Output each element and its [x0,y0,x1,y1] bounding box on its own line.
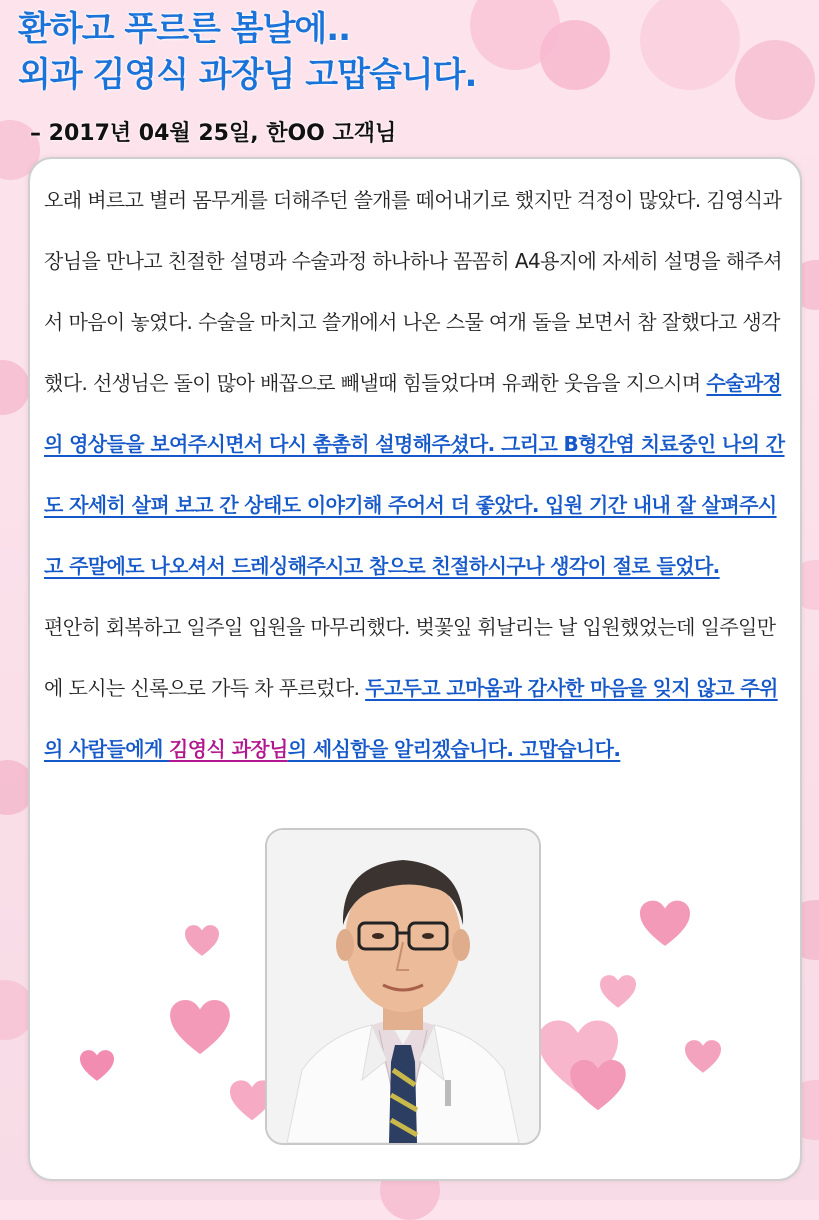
subtitle-date-author: – 2017년 04월 25일, 한OO 고객님 [30,121,397,146]
doctor-name-highlight: 김영식 과장님 [169,737,288,761]
heart-icon [80,1050,114,1082]
heart-icon [570,1060,626,1112]
heart-icon [170,1000,230,1056]
paragraph-2-underlined-text-a: 두고두고 고마움과 감사한 마음을 잊지 않고 주위의 사람들에게 [44,676,778,761]
paragraph-1-underlined-text: 수술과정의 영상들을 보여주시면서 다시 촘촘히 설명해주셨다. 그리고 B형간염 치료중인 나의 간도 자세히 살펴 보고 간 상태도 이야기해 주어서 더 좋았다. 입원 기간 내내 잘 살펴주시고 주말에도 나오셔서 드레싱해주시고 참으로 친절하시구나 생각이 절로 들었다. [44,371,785,578]
doctor-photo-illustration [267,830,539,1143]
heart-icon [185,925,219,957]
doctor-portrait [265,828,541,1145]
letter-body [44,170,789,780]
paragraph-2-underlined-text-b: 의 세심함을 알리겠습니다. 고맙습니다. [287,737,621,761]
paragraph-2 [44,597,789,780]
paragraph-1 [44,170,789,597]
title [18,6,476,98]
title-line-1: 환하고 푸르른 봄날에.. [18,9,351,49]
paragraph-2-text: 편안히 회복하고 일주일 입원을 마무리했다. 벚꽃잎 휘날리는 날 입원했었는데 일주일만에 도시는 신록으로 가득 차 푸르렀다. [44,615,776,700]
heart-icon [640,900,690,948]
paragraph-1-text: 오래 벼르고 별러 몸무게를 더해주던 쓸개를 떼어내기로 했지만 걱정이 많았다. 김영식과장님을 만나고 친절한 설명과 수술과정 하나하나 꼼꼼히 A4용지에 자세히 설명을 해주셔서 마음이 놓였다. 수술을 마치고 쓸개에서 나온 스물 여개 돌을 보면서 참 잘했다고 생각했다. 선생님은 돌이 많아 배꼽으로 빼낼때 힘들었다며 유쾌한 웃음을 지으시며 [44,188,782,395]
heart-icon [685,1040,721,1074]
title-line-2: 외과 김영식 과장님 고맙습니다. [18,55,477,95]
heart-icon [600,975,636,1009]
